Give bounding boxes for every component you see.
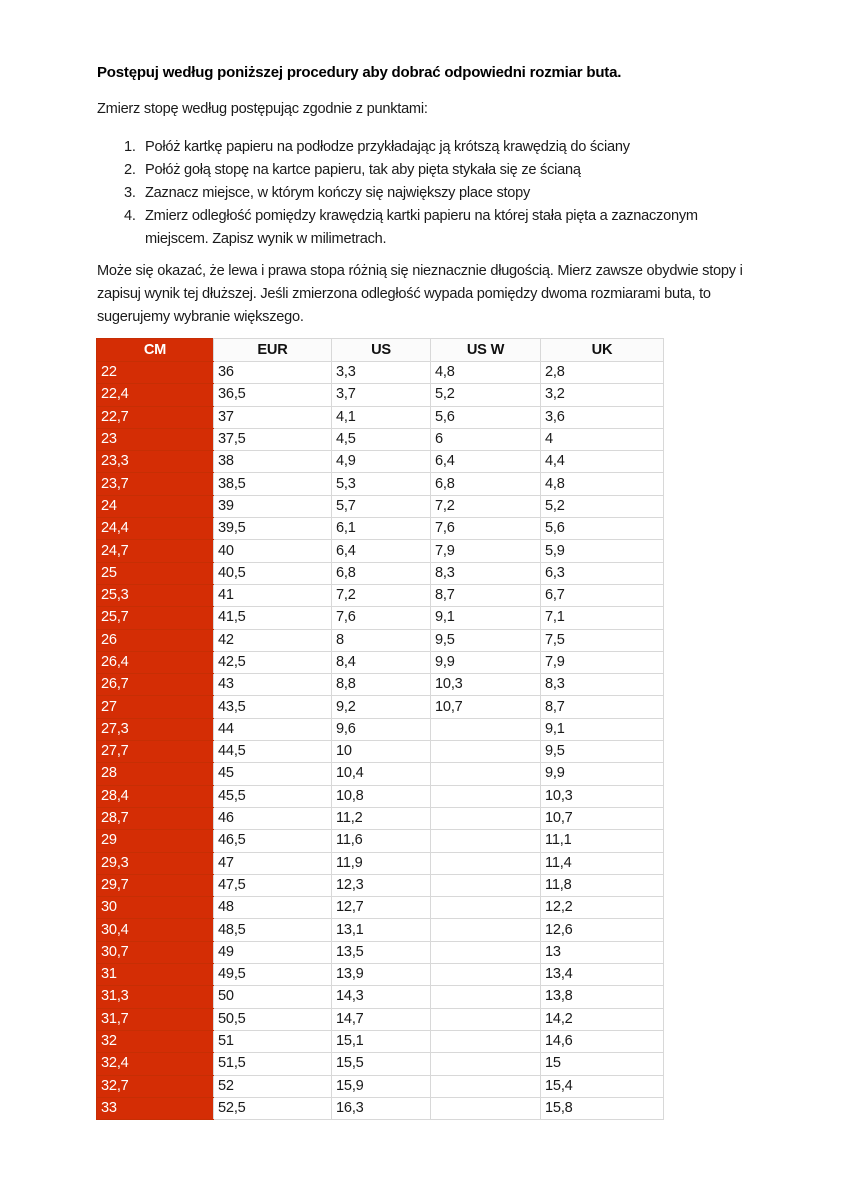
cm-cell: 33 bbox=[97, 1097, 214, 1119]
table-row bbox=[97, 406, 664, 428]
cm-cell: 26,7 bbox=[97, 674, 214, 696]
size-cell: 10,8 bbox=[332, 785, 431, 807]
size-cell: 6,4 bbox=[332, 540, 431, 562]
size-cell: 6,1 bbox=[332, 518, 431, 540]
page-title: Postępuj według poniższej procedury aby dobrać odpowiedni rozmiar buta. bbox=[97, 64, 622, 81]
size-cell: 41 bbox=[214, 584, 332, 606]
table-row bbox=[97, 741, 664, 763]
cm-cell: 26 bbox=[97, 629, 214, 651]
size-cell: 4,5 bbox=[332, 428, 431, 450]
table-row bbox=[97, 1008, 664, 1030]
size-cell: 10 bbox=[332, 741, 431, 763]
size-cell: 7,5 bbox=[541, 629, 664, 651]
size-cell: 8,8 bbox=[332, 674, 431, 696]
size-cell: 11,8 bbox=[541, 874, 664, 896]
size-cell: 3,2 bbox=[541, 384, 664, 406]
table-row bbox=[97, 651, 664, 673]
cm-cell: 29,3 bbox=[97, 852, 214, 874]
list-item-number: 1. bbox=[124, 139, 136, 155]
size-cell: 11,9 bbox=[332, 852, 431, 874]
size-cell: 9,5 bbox=[431, 629, 541, 651]
table-row bbox=[97, 785, 664, 807]
size-cell: 40,5 bbox=[214, 562, 332, 584]
size-cell: 6,7 bbox=[541, 584, 664, 606]
size-cell: 10,7 bbox=[431, 696, 541, 718]
size-cell: 3,6 bbox=[541, 406, 664, 428]
cm-cell: 30 bbox=[97, 897, 214, 919]
size-cell bbox=[431, 785, 541, 807]
col-header-eur: EUR bbox=[214, 339, 332, 362]
cm-cell: 31,7 bbox=[97, 1008, 214, 1030]
size-cell: 14,7 bbox=[332, 1008, 431, 1030]
cm-cell: 28,7 bbox=[97, 807, 214, 829]
size-cell: 12,7 bbox=[332, 897, 431, 919]
size-cell: 11,1 bbox=[541, 830, 664, 852]
size-cell: 43 bbox=[214, 674, 332, 696]
size-cell: 51,5 bbox=[214, 1053, 332, 1075]
size-cell: 7,2 bbox=[332, 584, 431, 606]
table-row bbox=[97, 607, 664, 629]
size-cell: 11,2 bbox=[332, 807, 431, 829]
note-paragraph: Może się okazać, że lewa i prawa stopa różnią się nieznacznie długością. Mierz zawsze obydwie stopy i zapisuj wynik tej dłuższej. Jeśli zmierzona odległość wypada pomiędzy dwoma rozmiarami buta, to sugerujemy wybranie większego. bbox=[97, 263, 743, 325]
size-cell: 9,6 bbox=[332, 718, 431, 740]
size-cell: 46,5 bbox=[214, 830, 332, 852]
cm-cell: 30,7 bbox=[97, 941, 214, 963]
size-cell: 7,2 bbox=[431, 495, 541, 517]
cm-cell: 28 bbox=[97, 763, 214, 785]
size-cell: 7,9 bbox=[431, 540, 541, 562]
size-cell: 5,3 bbox=[332, 473, 431, 495]
size-cell: 9,9 bbox=[541, 763, 664, 785]
size-cell bbox=[431, 1075, 541, 1097]
table-row bbox=[97, 852, 664, 874]
size-cell: 4,4 bbox=[541, 451, 664, 473]
size-table-body bbox=[97, 362, 664, 1120]
size-cell: 45 bbox=[214, 763, 332, 785]
size-cell: 37 bbox=[214, 406, 332, 428]
list-item bbox=[124, 159, 753, 182]
size-cell: 9,1 bbox=[431, 607, 541, 629]
cm-cell: 26,4 bbox=[97, 651, 214, 673]
size-cell: 36 bbox=[214, 362, 332, 384]
size-cell: 8,7 bbox=[431, 584, 541, 606]
size-cell: 36,5 bbox=[214, 384, 332, 406]
table-row bbox=[97, 897, 664, 919]
list-item bbox=[124, 205, 753, 251]
cm-cell: 24 bbox=[97, 495, 214, 517]
size-cell: 4,8 bbox=[431, 362, 541, 384]
steps-list bbox=[124, 136, 753, 251]
cm-cell: 22 bbox=[97, 362, 214, 384]
cm-cell: 25,3 bbox=[97, 584, 214, 606]
size-cell: 7,6 bbox=[332, 607, 431, 629]
size-cell: 42 bbox=[214, 629, 332, 651]
size-cell: 9,9 bbox=[431, 651, 541, 673]
size-cell: 13 bbox=[541, 941, 664, 963]
table-row bbox=[97, 540, 664, 562]
size-cell: 42,5 bbox=[214, 651, 332, 673]
cm-cell: 28,4 bbox=[97, 785, 214, 807]
list-item-text: Zmierz odległość pomiędzy krawędzią kartki papieru na której stała pięta a zaznaczonym miejscem. Zapisz wynik w milimetrach. bbox=[145, 208, 698, 247]
size-cell: 13,9 bbox=[332, 964, 431, 986]
size-cell bbox=[431, 1030, 541, 1052]
size-cell: 47,5 bbox=[214, 874, 332, 896]
intro-text: Zmierz stopę według postępując zgodnie z punktami: bbox=[97, 101, 428, 117]
size-cell: 15,1 bbox=[332, 1030, 431, 1052]
cm-cell: 23,7 bbox=[97, 473, 214, 495]
size-cell: 15,5 bbox=[332, 1053, 431, 1075]
table-row bbox=[97, 562, 664, 584]
table-row bbox=[97, 362, 664, 384]
cm-cell: 27 bbox=[97, 696, 214, 718]
size-cell: 14,3 bbox=[332, 986, 431, 1008]
size-cell: 4,9 bbox=[332, 451, 431, 473]
list-item-number: 3. bbox=[124, 185, 136, 201]
list-item-number: 2. bbox=[124, 162, 136, 178]
size-cell bbox=[431, 718, 541, 740]
size-cell: 5,9 bbox=[541, 540, 664, 562]
size-cell: 13,4 bbox=[541, 964, 664, 986]
size-cell bbox=[431, 964, 541, 986]
size-cell: 48 bbox=[214, 897, 332, 919]
size-cell: 46 bbox=[214, 807, 332, 829]
table-row bbox=[97, 941, 664, 963]
list-item-text: Połóż gołą stopę na kartce papieru, tak aby pięta stykała się ze ścianą bbox=[145, 162, 581, 178]
size-cell: 13,5 bbox=[332, 941, 431, 963]
size-cell: 11,4 bbox=[541, 852, 664, 874]
cm-cell: 31,3 bbox=[97, 986, 214, 1008]
size-cell bbox=[431, 986, 541, 1008]
size-cell: 39 bbox=[214, 495, 332, 517]
table-row bbox=[97, 384, 664, 406]
size-cell: 9,5 bbox=[541, 741, 664, 763]
size-cell: 12,2 bbox=[541, 897, 664, 919]
size-cell bbox=[431, 763, 541, 785]
size-cell: 50,5 bbox=[214, 1008, 332, 1030]
size-cell: 44,5 bbox=[214, 741, 332, 763]
size-cell: 10,3 bbox=[541, 785, 664, 807]
size-cell bbox=[431, 852, 541, 874]
col-header-us: US bbox=[332, 339, 431, 362]
size-cell: 5,2 bbox=[431, 384, 541, 406]
table-header-row bbox=[97, 339, 664, 362]
size-cell: 39,5 bbox=[214, 518, 332, 540]
size-cell: 3,3 bbox=[332, 362, 431, 384]
size-cell: 14,2 bbox=[541, 1008, 664, 1030]
table-row bbox=[97, 1030, 664, 1052]
size-cell: 12,3 bbox=[332, 874, 431, 896]
size-cell bbox=[431, 1008, 541, 1030]
size-cell: 13,8 bbox=[541, 986, 664, 1008]
cm-cell: 25 bbox=[97, 562, 214, 584]
size-cell: 52,5 bbox=[214, 1097, 332, 1119]
table-row bbox=[97, 763, 664, 785]
size-cell: 4 bbox=[541, 428, 664, 450]
list-item-text: Zaznacz miejsce, w którym kończy się największy place stopy bbox=[145, 185, 531, 201]
size-cell: 6,8 bbox=[332, 562, 431, 584]
size-cell: 6 bbox=[431, 428, 541, 450]
size-cell: 16,3 bbox=[332, 1097, 431, 1119]
size-cell: 5,6 bbox=[431, 406, 541, 428]
cm-cell: 31 bbox=[97, 964, 214, 986]
size-cell: 15,8 bbox=[541, 1097, 664, 1119]
size-cell bbox=[431, 830, 541, 852]
size-cell: 6,3 bbox=[541, 562, 664, 584]
table-row bbox=[97, 696, 664, 718]
table-row bbox=[97, 518, 664, 540]
table-row bbox=[97, 428, 664, 450]
size-cell: 49,5 bbox=[214, 964, 332, 986]
cm-cell: 24,7 bbox=[97, 540, 214, 562]
cm-cell: 32,7 bbox=[97, 1075, 214, 1097]
size-cell: 45,5 bbox=[214, 785, 332, 807]
size-cell bbox=[431, 897, 541, 919]
cm-cell: 22,4 bbox=[97, 384, 214, 406]
size-cell: 4,8 bbox=[541, 473, 664, 495]
list-item bbox=[124, 136, 753, 159]
size-cell: 7,1 bbox=[541, 607, 664, 629]
table-row bbox=[97, 718, 664, 740]
cm-cell: 24,4 bbox=[97, 518, 214, 540]
size-cell: 8,4 bbox=[332, 651, 431, 673]
size-cell: 48,5 bbox=[214, 919, 332, 941]
size-cell: 4,1 bbox=[332, 406, 431, 428]
size-cell: 5,6 bbox=[541, 518, 664, 540]
size-cell: 9,1 bbox=[541, 718, 664, 740]
size-cell: 9,2 bbox=[332, 696, 431, 718]
table-row bbox=[97, 451, 664, 473]
size-cell: 7,9 bbox=[541, 651, 664, 673]
size-cell: 15,4 bbox=[541, 1075, 664, 1097]
cm-cell: 23 bbox=[97, 428, 214, 450]
size-cell: 40 bbox=[214, 540, 332, 562]
size-table bbox=[96, 338, 664, 1120]
col-header-cm: CM bbox=[97, 339, 214, 362]
table-row bbox=[97, 473, 664, 495]
table-row bbox=[97, 807, 664, 829]
size-cell: 13,1 bbox=[332, 919, 431, 941]
list-item-text: Połóż kartkę papieru na podłodze przykładając ją krótszą krawędzią do ściany bbox=[145, 139, 630, 155]
cm-cell: 27,7 bbox=[97, 741, 214, 763]
cm-cell: 25,7 bbox=[97, 607, 214, 629]
table-row bbox=[97, 830, 664, 852]
size-cell: 49 bbox=[214, 941, 332, 963]
cm-cell: 22,7 bbox=[97, 406, 214, 428]
size-cell: 6,4 bbox=[431, 451, 541, 473]
size-cell: 5,2 bbox=[541, 495, 664, 517]
size-cell: 2,8 bbox=[541, 362, 664, 384]
size-cell: 43,5 bbox=[214, 696, 332, 718]
cm-cell: 29,7 bbox=[97, 874, 214, 896]
size-cell bbox=[431, 919, 541, 941]
size-cell: 7,6 bbox=[431, 518, 541, 540]
table-row bbox=[97, 495, 664, 517]
cm-cell: 32,4 bbox=[97, 1053, 214, 1075]
table-row bbox=[97, 919, 664, 941]
col-header-uk: UK bbox=[541, 339, 664, 362]
size-cell: 6,8 bbox=[431, 473, 541, 495]
size-cell bbox=[431, 941, 541, 963]
size-cell: 15 bbox=[541, 1053, 664, 1075]
size-cell: 5,7 bbox=[332, 495, 431, 517]
table-row bbox=[97, 584, 664, 606]
table-row bbox=[97, 964, 664, 986]
cm-cell: 23,3 bbox=[97, 451, 214, 473]
cm-cell: 32 bbox=[97, 1030, 214, 1052]
size-cell bbox=[431, 1053, 541, 1075]
list-item-number: 4. bbox=[124, 208, 136, 224]
table-row bbox=[97, 629, 664, 651]
size-cell bbox=[431, 1097, 541, 1119]
size-cell bbox=[431, 807, 541, 829]
list-item bbox=[124, 182, 753, 205]
size-cell: 15,9 bbox=[332, 1075, 431, 1097]
size-cell: 10,4 bbox=[332, 763, 431, 785]
size-cell: 52 bbox=[214, 1075, 332, 1097]
size-cell: 47 bbox=[214, 852, 332, 874]
size-cell: 38 bbox=[214, 451, 332, 473]
size-cell: 8,7 bbox=[541, 696, 664, 718]
table-row bbox=[97, 1097, 664, 1119]
size-cell: 51 bbox=[214, 1030, 332, 1052]
size-cell: 10,7 bbox=[541, 807, 664, 829]
size-cell: 12,6 bbox=[541, 919, 664, 941]
size-cell bbox=[431, 741, 541, 763]
table-row bbox=[97, 986, 664, 1008]
size-cell: 8 bbox=[332, 629, 431, 651]
size-cell: 38,5 bbox=[214, 473, 332, 495]
size-cell: 11,6 bbox=[332, 830, 431, 852]
size-cell: 3,7 bbox=[332, 384, 431, 406]
cm-cell: 29 bbox=[97, 830, 214, 852]
col-header-usw: US W bbox=[431, 339, 541, 362]
table-row bbox=[97, 1053, 664, 1075]
table-row bbox=[97, 874, 664, 896]
size-cell: 10,3 bbox=[431, 674, 541, 696]
size-cell: 41,5 bbox=[214, 607, 332, 629]
size-cell: 50 bbox=[214, 986, 332, 1008]
size-cell: 8,3 bbox=[431, 562, 541, 584]
cm-cell: 27,3 bbox=[97, 718, 214, 740]
size-cell: 44 bbox=[214, 718, 332, 740]
size-cell: 14,6 bbox=[541, 1030, 664, 1052]
size-cell: 8,3 bbox=[541, 674, 664, 696]
cm-cell: 30,4 bbox=[97, 919, 214, 941]
table-row bbox=[97, 1075, 664, 1097]
table-row bbox=[97, 674, 664, 696]
size-cell: 37,5 bbox=[214, 428, 332, 450]
size-cell bbox=[431, 874, 541, 896]
